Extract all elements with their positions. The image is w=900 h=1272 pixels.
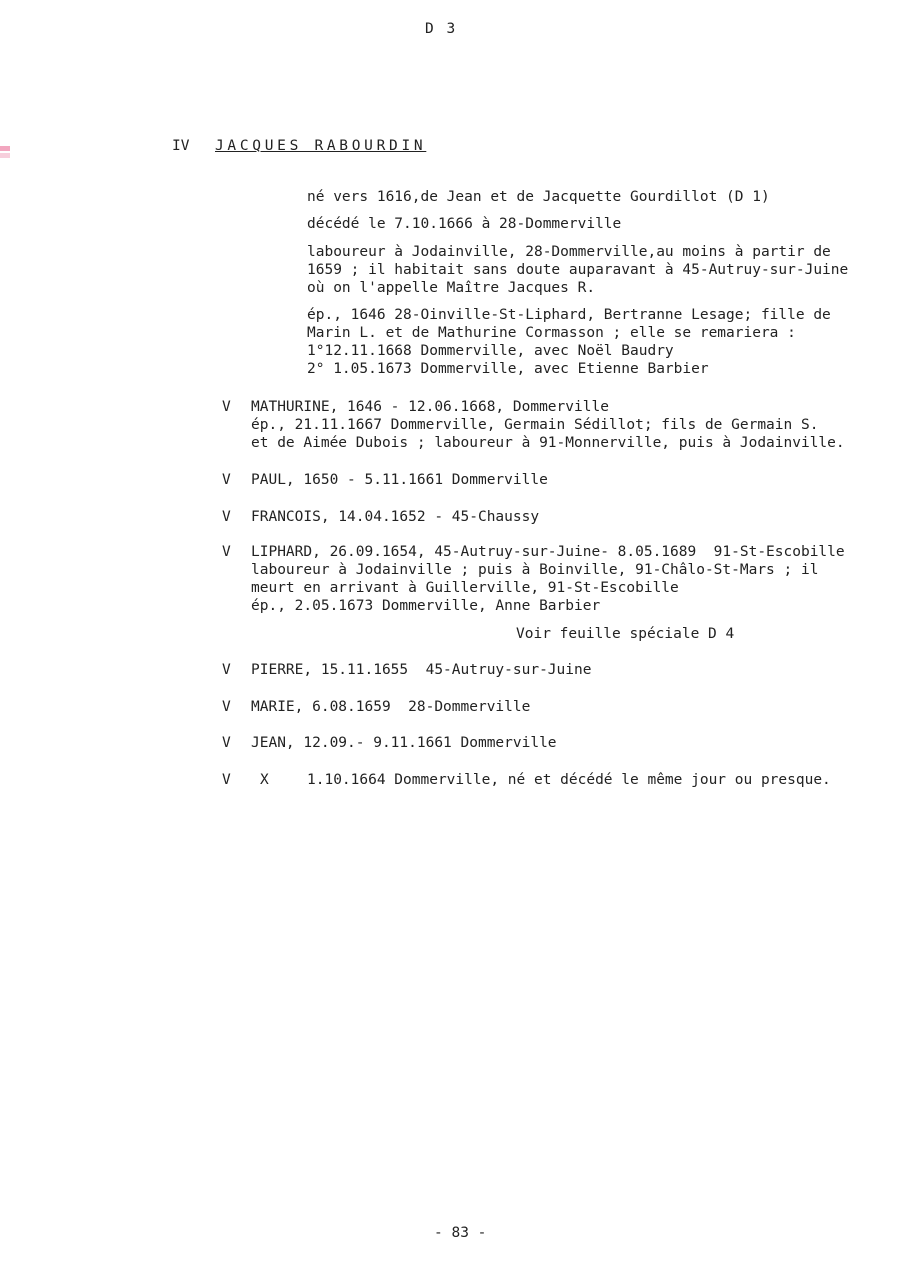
- child-line: LIPHARD, 26.09.1654, 45-Autruy-sur-Juine- 8.05.1689 91-St-Escobille: [251, 544, 845, 560]
- page-number: - 83 -: [434, 1225, 487, 1241]
- person-name: JACQUES RABOURDIN: [215, 138, 427, 154]
- child-line: 1.10.1664 Dommerville, né et décédé le même jour ou presque.: [307, 772, 831, 788]
- unnamed-child-mark: X: [260, 772, 269, 788]
- page-header: D 3: [425, 21, 458, 37]
- marriage-line: 1°12.11.1668 Dommerville, avec Noël Baudry: [307, 343, 674, 359]
- child-line: MARIE, 6.08.1659 28-Dommerville: [251, 699, 531, 715]
- child-line: JEAN, 12.09.- 9.11.1661 Dommerville: [251, 735, 557, 751]
- occupation-line: 1659 ; il habitait sans doute auparavant à 45-Autruy-sur-Juine: [307, 262, 849, 278]
- cross-reference-note: Voir feuille spéciale D 4: [516, 626, 735, 642]
- marriage-line: Marin L. et de Mathurine Cormasson ; elle se remariera :: [307, 325, 796, 341]
- child-line: et de Aimée Dubois ; laboureur à 91-Monnerville, puis à Jodainville.: [251, 435, 845, 451]
- child-line: laboureur à Jodainville ; puis à Boinville, 91-Châlo-St-Mars ; il: [251, 562, 819, 578]
- edge-mark: [0, 146, 10, 151]
- child-generation: V: [222, 735, 231, 751]
- child-generation: V: [222, 399, 231, 415]
- child-line: FRANCOIS, 14.04.1652 - 45-Chaussy: [251, 509, 540, 525]
- child-generation: V: [222, 662, 231, 678]
- child-generation: V: [222, 472, 231, 488]
- child-generation: V: [222, 699, 231, 715]
- child-line: ép., 21.11.1667 Dommerville, Germain Sédillot; fils de Germain S.: [251, 417, 819, 433]
- child-line: PAUL, 1650 - 5.11.1661 Dommerville: [251, 472, 548, 488]
- child-line: PIERRE, 15.11.1655 45-Autruy-sur-Juine: [251, 662, 592, 678]
- occupation-line: où on l'appelle Maître Jacques R.: [307, 280, 596, 296]
- marriage-line: ép., 1646 28-Oinville-St-Liphard, Bertranne Lesage; fille de: [307, 307, 831, 323]
- child-generation: V: [222, 544, 231, 560]
- child-line: ép., 2.05.1673 Dommerville, Anne Barbier: [251, 598, 601, 614]
- birth-line: né vers 1616,de Jean et de Jacquette Gourdillot (D 1): [307, 189, 770, 205]
- child-generation: V: [222, 772, 231, 788]
- marriage-line: 2° 1.05.1673 Dommerville, avec Etienne Barbier: [307, 361, 709, 377]
- death-line: décédé le 7.10.1666 à 28-Dommerville: [307, 216, 622, 232]
- child-line: meurt en arrivant à Guillerville, 91-St-Escobille: [251, 580, 679, 596]
- child-generation: V: [222, 509, 231, 525]
- generation-label: IV: [172, 138, 190, 154]
- edge-mark: [0, 153, 10, 158]
- child-line: MATHURINE, 1646 - 12.06.1668, Dommerville: [251, 399, 609, 415]
- occupation-line: laboureur à Jodainville, 28-Dommerville,au moins à partir de: [307, 244, 831, 260]
